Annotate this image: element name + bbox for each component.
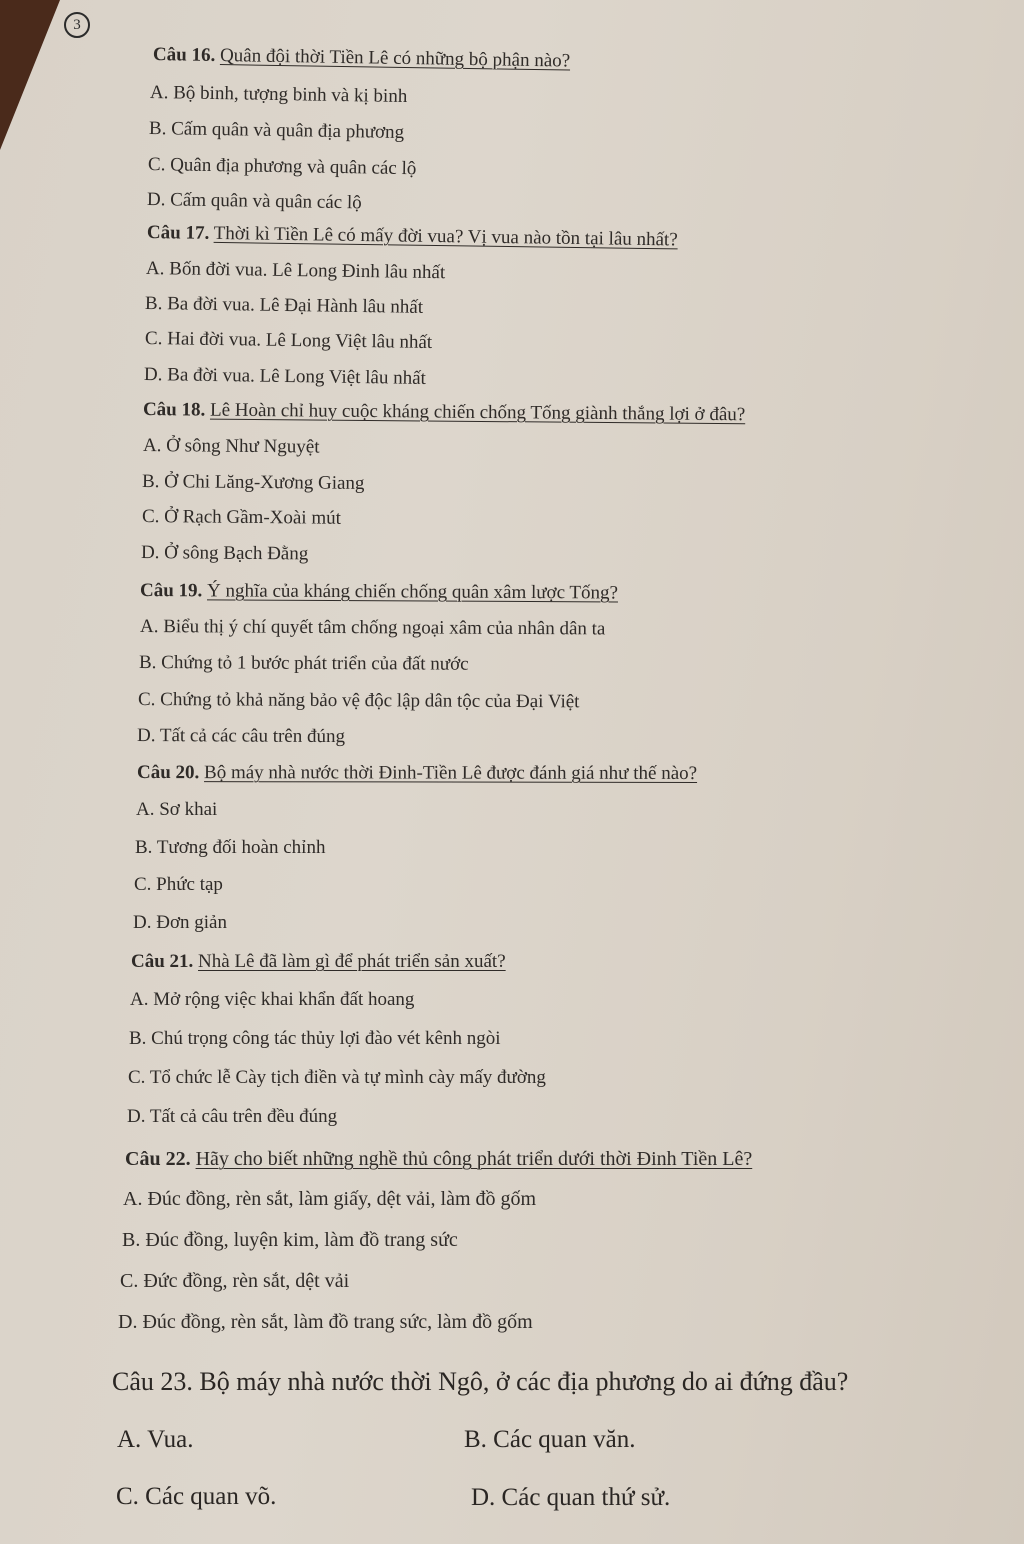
option-22c: C. Đức đồng, rèn sắt, dệt vải [120, 1270, 350, 1292]
option-19a: A. Biểu thị ý chí quyết tâm chống ngoại xâm của nhân dân ta [139, 616, 606, 640]
option-16a: A. Bộ binh, tượng binh và kị binh [149, 82, 408, 108]
question-text: Bộ máy nhà nước thời Đinh-Tiền Lê được đánh giá như thế nào? [204, 762, 698, 784]
option-17c: C. Hai đời vua. Lê Long Việt lâu nhất [144, 328, 433, 354]
option-23c: C. Các quan võ. [116, 1483, 277, 1510]
option-16d: D. Cấm quân và quân các lộ [146, 189, 362, 214]
question-number: Câu 20. [136, 762, 200, 784]
question-number: Câu 19. [139, 580, 203, 602]
option-18a: A. Ở sông Như Nguyệt [142, 435, 320, 458]
question-text: Hãy cho biết những nghề thủ công phát triển dưới thời Đinh Tiền Lê? [195, 1148, 753, 1170]
option-20d: D. Đơn giản [133, 912, 227, 933]
option-21c: C. Tổ chức lễ Cày tịch điền và tự mình cày mấy đường [128, 1067, 546, 1088]
option-17d: D. Ba đời vua. Lê Long Việt lâu nhất [143, 364, 427, 389]
option-21b: B. Chú trọng công tác thủy lợi đào vét kênh ngòi [129, 1028, 501, 1049]
option-18d: D. Ở sông Bạch Đằng [140, 542, 309, 565]
option-17a: A. Bốn đời vua. Lê Long Đinh lâu nhất [145, 258, 446, 284]
option-21a: A. Mở rộng việc khai khẩn đất hoang [130, 989, 415, 1010]
question-text: Nhà Lê đã làm gì để phát triển sản xuất? [198, 951, 506, 972]
question-number: Câu 21. [131, 951, 194, 972]
question-text: Quân đội thời Tiền Lê có những bộ phận nào? [219, 45, 571, 72]
option-17b: B. Ba đời vua. Lê Đại Hành lâu nhất [144, 293, 424, 318]
option-22b: B. Đúc đồng, luyện kim, làm đồ trang sức [122, 1229, 458, 1251]
question-text: Ý nghĩa của kháng chiến chống quân xâm lược Tống? [206, 580, 619, 604]
option-20a: A. Sơ khai [136, 799, 218, 820]
question-22 [125, 1148, 752, 1171]
option-19c: C. Chứng tỏ khả năng bảo vệ độc lập dân tộc của Đại Việt [137, 689, 580, 713]
question-number: Câu 22. [125, 1148, 191, 1170]
question-number: Câu 16. [152, 44, 216, 66]
option-21d: D. Tất cả câu trên đều đúng [127, 1106, 338, 1127]
question-23: Câu 23. Bộ máy nhà nước thời Ngô, ở các địa phương do ai đứng đầu? [112, 1367, 849, 1396]
question-text: Lê Hoàn chỉ huy cuộc kháng chiến chống Tống giành thắng lợi ở đâu? [209, 399, 746, 426]
option-19b: B. Chứng tỏ 1 bước phát triển của đất nước [138, 652, 469, 675]
option-22d: D. Đúc đồng, rèn sắt, làm đồ trang sức, làm đồ gốm [118, 1311, 533, 1333]
question-number: Câu 17. [146, 222, 210, 244]
question-19 [140, 580, 618, 605]
option-20b: B. Tương đối hoàn chỉnh [135, 837, 326, 858]
page-number-circle: 3 [64, 12, 90, 38]
option-18b: B. Ở Chi Lăng-Xương Giang [141, 471, 365, 494]
option-22a: A. Đúc đồng, rèn sắt, làm giấy, dệt vải, làm đồ gốm [123, 1188, 537, 1210]
option-23b: B. Các quan văn. [464, 1426, 636, 1453]
option-16c: C. Quân địa phương và quân các lộ [147, 154, 417, 180]
option-16b: B. Cấm quân và quân địa phương [148, 118, 405, 144]
option-18c: C. Ở Rạch Gầm-Xoài mút [141, 506, 342, 529]
option-23a: A. Vua. [117, 1426, 194, 1453]
background-corner [0, 0, 60, 150]
question-20 [137, 762, 697, 785]
question-text: Thời kì Tiền Lê có mấy đời vua? Vị vua nào tồn tại lâu nhất? [213, 222, 678, 251]
question-21 [131, 951, 506, 973]
option-23d: D. Các quan thứ sử. [471, 1484, 671, 1511]
option-20c: C. Phức tạp [134, 874, 223, 895]
question-number: Câu 18. [142, 399, 206, 421]
option-19d: D. Tất cả các câu trên đúng [136, 725, 346, 748]
